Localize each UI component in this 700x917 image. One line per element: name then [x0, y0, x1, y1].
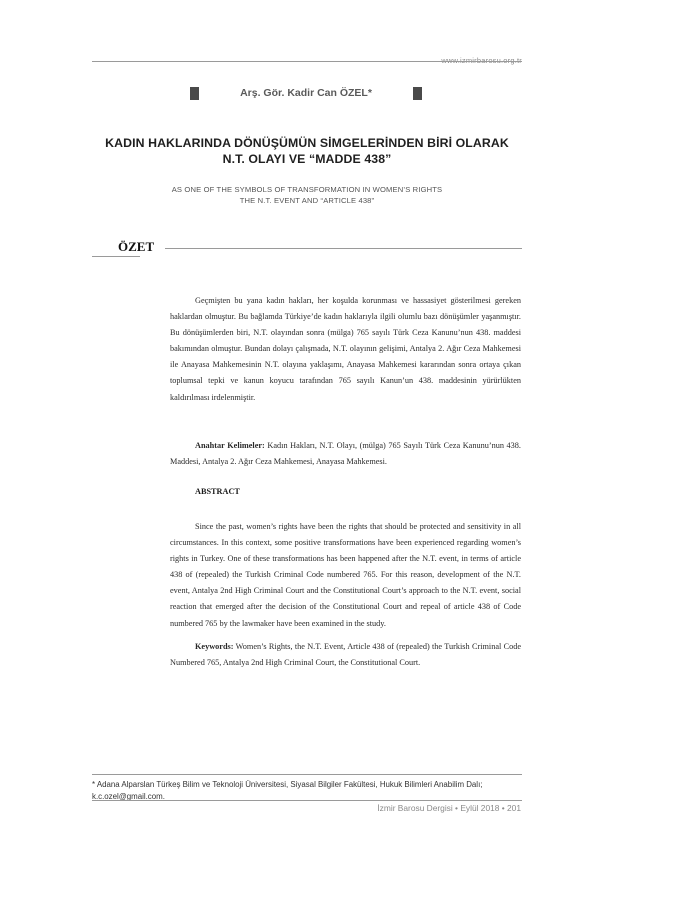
square-ornament-right	[413, 87, 422, 100]
author-block	[190, 87, 422, 101]
keywords-en-text: Women’s Rights, the N.T. Event, Article 438 of (repealed) the Turkish Criminal Code Numbered 765, Antalya 2nd High Criminal Court, the Constitutional Court.	[170, 642, 521, 668]
keywords-tr-paragraph	[170, 438, 521, 470]
keywords-tr-text: Kadın Hakları, N.T. Olayı, (mülga) 765 Sayılı Türk Ceza Kanunu’nun 438. Maddesi, Antalya 2. Ağır Ceza Mahkemesi, Anayasa Mahkemesi.	[170, 441, 521, 467]
keywords-tr-section	[170, 438, 521, 470]
ozet-divider-short	[92, 256, 140, 257]
keywords-en-label: Keywords:	[195, 642, 234, 651]
ozet-heading: ÖZET	[118, 239, 155, 254]
abstract-section	[170, 519, 521, 632]
keywords-en-paragraph	[170, 639, 521, 671]
footnote-divider	[92, 774, 522, 775]
abstract-paragraph: Since the past, women’s rights have been the rights that should be protected and sensitivity in all circumstances. In this context, some positive transformations have been experienced regarding women’s rights in Turkey. One of these transformations has been happened after the N.T. event, in terms of article 438 of (repealed) the Turkish Criminal Code numbered 765. For this reason, development of the N.T. event, Antalya 2nd High Criminal Court and the Constitutional Court’s approach to the N.T. event, social reaction that emerged after the decision of the Constitutional Court and repeal of article 438 of Code numbered 765 by the lawmaker have been examined in the study.	[170, 522, 521, 628]
footer-divider	[92, 800, 522, 801]
article-title-line-2: N.T. OLAYI VE “MADDE 438”	[222, 152, 392, 166]
page-footer: İzmir Barosu Dergisi • Eylül 2018 • 201	[377, 803, 521, 813]
keywords-tr-label: Anahtar Kelimeler:	[195, 441, 265, 450]
ozet-paragraph: Geçmişten bu yana kadın hakları, her koşulda korunması ve hassasiyet gösterilmesi gereken haklardan olmuştur. Bu bağlamda Türkiye’de kadın haklarıyla ilgili olumlu bazı dönüşümler yaşanmıştır. Bu dönüşümlerden biri, N.T. olayından sonra (mülga) 765 sayılı Türk Ceza Kanunu’nun 438. maddesi bakımından olmuştur. Bundan dolayı çalışmada, N.T. olayının gelişimi, Antalya 2. Ağır Ceza Mahkemesi ile Anayasa Mahkemesinin N.T. olayına yaklaşımı, Anayasa Mahkemesi kararından sonra ortaya çıkan toplumsal tepki ve kanun koyucu tarafından 765 sayılı Kanun’un 438. maddesinin yürürlükten kaldırılması irdelenmiştir.	[170, 296, 521, 402]
author-footnote: * Adana Alparslan Türkeş Bilim ve Teknoloji Üniversitesi, Siyasal Bilgiler Fakültesi, Hukuk Bilimleri Anabilim Dalı; k.c.ozel@gmail.com.	[92, 780, 483, 801]
english-title-line-2: THE N.T. EVENT AND “ARTICLE 438”	[239, 196, 375, 205]
ozet-section	[170, 293, 521, 406]
author-name: Arş. Gör. Kadir Can ÖZEL*	[240, 87, 372, 99]
abstract-heading: ABSTRACT	[195, 487, 240, 496]
article-title-line-1: KADIN HAKLARINDA DÖNÜŞÜMÜN SİMGELERİNDEN BİRİ OLARAK	[105, 136, 509, 150]
ozet-divider-long	[165, 248, 522, 249]
keywords-en-section	[170, 639, 521, 671]
english-title-line-1: AS ONE OF THE SYMBOLS OF TRANSFORMATION IN WOMEN’S RIGHTS	[171, 185, 443, 194]
header-divider	[92, 61, 522, 62]
